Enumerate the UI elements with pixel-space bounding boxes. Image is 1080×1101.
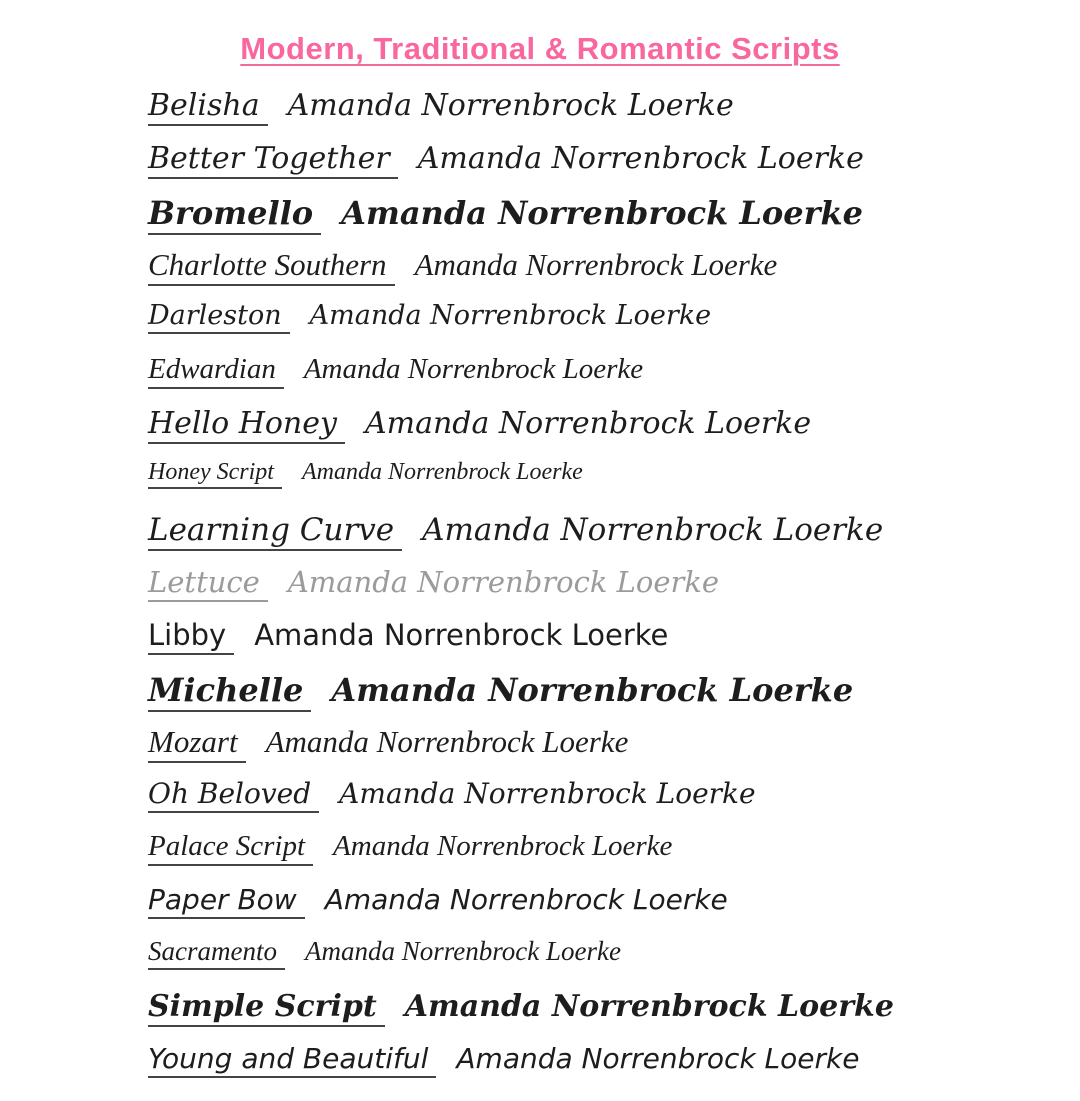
font-sample-text: Amanda Norrenbrock Loerke <box>364 405 812 441</box>
font-sample-text: Amanda Norrenbrock Loerke <box>301 458 583 485</box>
font-list <box>0 88 1080 1095</box>
font-name: Michelle <box>148 671 311 712</box>
font-row <box>148 618 1080 671</box>
font-name: Palace Script <box>148 830 313 866</box>
font-sample-text: Amanda Norrenbrock Loerke <box>303 352 644 385</box>
font-row <box>148 406 1080 459</box>
font-sample-text: Amanda Norrenbrock Loerke <box>324 882 728 916</box>
font-name: Lettuce <box>148 565 268 602</box>
font-name: Bromello <box>148 194 321 235</box>
font-row <box>148 194 1080 247</box>
font-sample-text: Amanda Norrenbrock Loerke <box>331 670 854 709</box>
font-name: Darleston <box>148 300 290 334</box>
font-sample-text: Amanda Norrenbrock Loerke <box>254 617 669 652</box>
font-row <box>148 777 1080 830</box>
font-row <box>148 989 1080 1042</box>
font-name: Edwardian <box>148 353 284 389</box>
font-row <box>148 141 1080 194</box>
font-row <box>148 883 1080 936</box>
font-row <box>148 671 1080 724</box>
font-name: Belisha <box>148 88 268 126</box>
font-sample-text: Amanda Norrenbrock Loerke <box>287 564 720 599</box>
font-sample-text: Amanda Norrenbrock Loerke <box>339 776 756 810</box>
page-title: Modern, Traditional & Romantic Scripts <box>240 30 840 66</box>
font-name: Learning Curve <box>148 512 402 551</box>
font-sample-sheet <box>0 21 1080 1101</box>
font-row <box>148 459 1080 512</box>
font-name: Honey Script <box>148 459 282 489</box>
font-row <box>148 247 1080 300</box>
font-sample-text: Amanda Norrenbrock Loerke <box>404 988 894 1024</box>
font-name: Better Together <box>148 141 398 179</box>
font-sample-text: Amanda Norrenbrock Loerke <box>287 87 734 123</box>
font-row <box>148 936 1080 989</box>
font-row <box>148 1042 1080 1095</box>
font-name: Charlotte Southern <box>148 247 395 286</box>
font-name: Oh Beloved <box>148 777 319 813</box>
font-sample-text: Amanda Norrenbrock Loerke <box>456 1041 860 1075</box>
font-sample-text: Amanda Norrenbrock Loerke <box>422 511 884 548</box>
font-sample-text: Amanda Norrenbrock Loerke <box>414 246 778 282</box>
font-sample-text: Amanda Norrenbrock Loerke <box>341 193 863 232</box>
font-sample-text: Amanda Norrenbrock Loerke <box>333 829 673 862</box>
font-sample-text: Amanda Norrenbrock Loerke <box>265 723 629 759</box>
font-row <box>148 830 1080 883</box>
font-row <box>148 300 1080 353</box>
font-name: Mozart <box>148 724 246 763</box>
font-name: Simple Script <box>148 989 385 1027</box>
font-row <box>148 724 1080 777</box>
font-sample-text: Amanda Norrenbrock Loerke <box>304 935 621 966</box>
font-row <box>148 565 1080 618</box>
font-name: Sacramento <box>148 936 285 970</box>
font-row <box>148 88 1080 141</box>
font-sample-text: Amanda Norrenbrock Loerke <box>309 299 712 331</box>
font-name: Hello Honey <box>148 406 345 444</box>
font-name: Libby <box>148 618 234 655</box>
font-sample-text: Amanda Norrenbrock Loerke <box>417 140 864 176</box>
font-row <box>148 353 1080 406</box>
font-name: Young and Beautiful <box>148 1042 436 1078</box>
font-name: Paper Bow <box>148 883 305 919</box>
font-row <box>148 512 1080 565</box>
